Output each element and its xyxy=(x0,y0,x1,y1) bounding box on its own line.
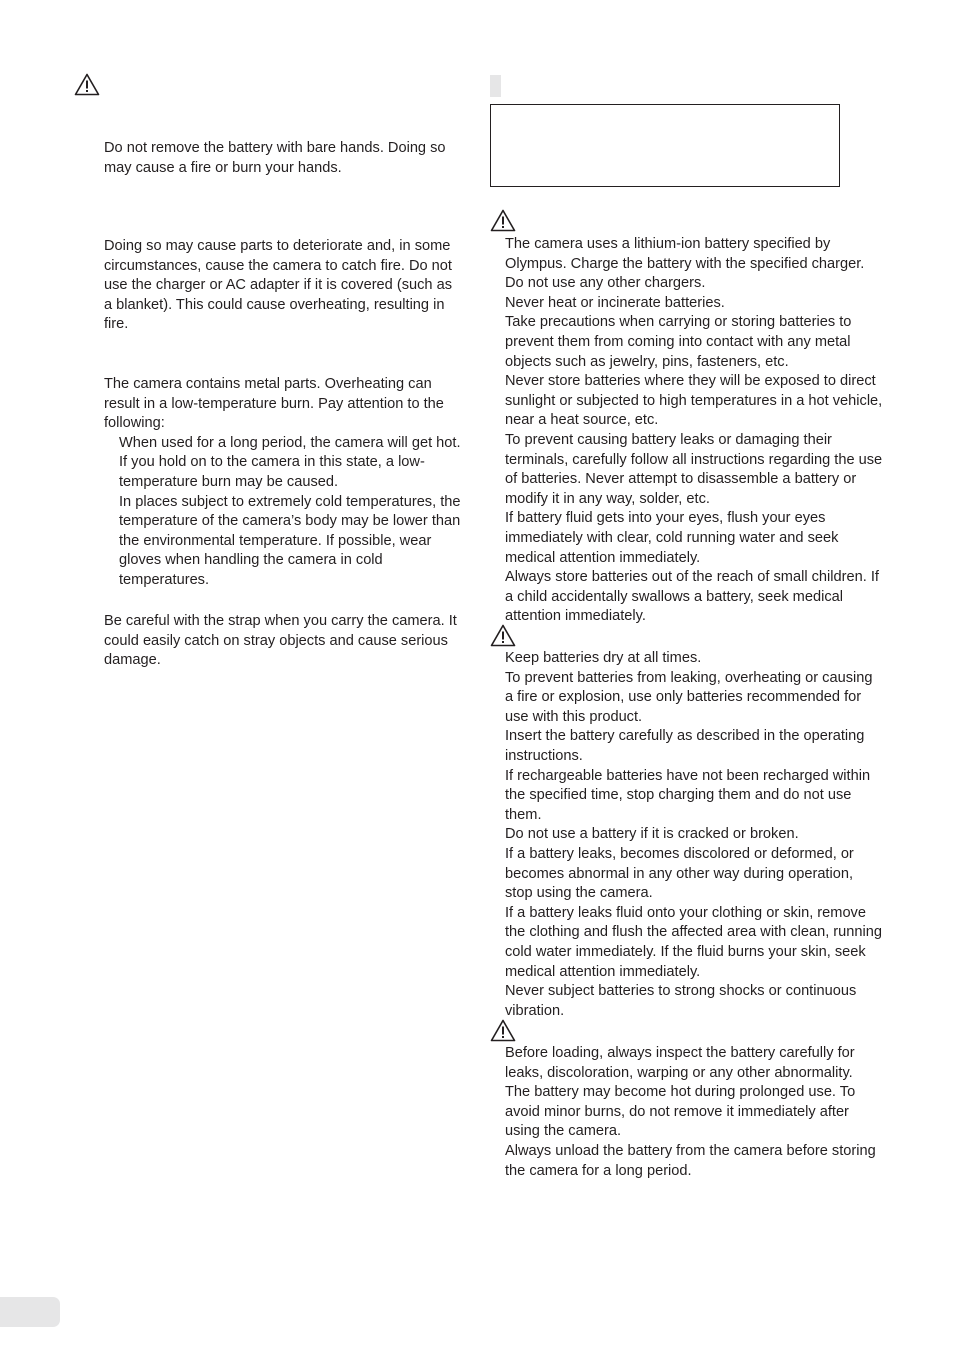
boxed-note-frame xyxy=(490,104,840,187)
warning-triangle-icon xyxy=(490,624,516,647)
list-item: Do not use a battery if it is cracked or broken. xyxy=(505,826,799,843)
danger-list xyxy=(505,235,883,627)
list-item: To prevent batteries from leaking, overheating or causing a fire or explosion, use only batteries recommended for use with this product. xyxy=(505,669,873,725)
page-number-tab xyxy=(0,1297,60,1327)
section-header-tab xyxy=(490,75,501,97)
warning-triangle-icon xyxy=(74,73,100,96)
left-section-battery-handling xyxy=(104,139,464,178)
list-item: The camera uses a lithium-ion battery specified by Olympus. Charge the battery with the specified charger. Do not use any other chargers. xyxy=(505,236,865,292)
list-item: Take precautions when carrying or storing batteries to prevent them from coming into contact with any metal objects such as jewelry, pins, fasteners, etc. xyxy=(505,314,852,370)
list-item: If a battery leaks fluid onto your clothing or skin, remove the clothing and flush the affected area with clean, running cold water immediately. If the fluid burns your skin, seek medical attention immediately. xyxy=(505,904,882,980)
left-section-charger-covering xyxy=(104,237,464,335)
list-item: In places subject to extremely cold temperatures, the temperature of the camera’s body may be lower than the environmental temperature. If possible, wear gloves when handling the camera in cold temperatures. xyxy=(119,493,461,588)
caution-list xyxy=(505,1044,883,1181)
paragraph: Doing so may cause parts to deteriorate and, in some circumstances, cause the camera to catch fire. Do not use the charger or AC adapter if it is covered (such as a blanket). This could cause overheating, resulting in fire. xyxy=(104,238,452,333)
list-item: If a battery leaks, becomes discolored or deformed, or becomes abnormal in any other way during operation, stop using the camera. xyxy=(505,845,854,902)
bullet-list xyxy=(104,434,464,591)
list-item: Keep batteries dry at all times. xyxy=(505,650,702,666)
paragraph: Do not remove the battery with bare hands. Doing so may cause a fire or burn your hands. xyxy=(104,140,446,176)
list-item: If rechargeable batteries have not been recharged within the specified time, stop charging them and do not use them. xyxy=(505,767,871,823)
list-item: Never store batteries where they will be exposed to direct sunlight or subjected to high temperatures in a hot vehicle, near a heat source, etc. xyxy=(505,373,883,429)
list-item: To prevent causing battery leaks or damaging their terminals, carefully follow all instructions regarding the use of batteries. Never attempt to disassemble a battery or modify it in any way, solder, etc. xyxy=(505,431,883,507)
warning-list xyxy=(505,649,883,1021)
danger-triangle-icon xyxy=(490,209,516,232)
list-item: Never subject batteries to strong shocks or continuous vibration. xyxy=(505,983,857,1019)
list-item: Never heat or incinerate batteries. xyxy=(505,294,725,311)
paragraph: Be careful with the strap when you carry the camera. It could easily catch on stray objects and cause serious damage. xyxy=(104,613,457,669)
list-item: Always unload the battery from the camera before storing the camera for a long period. xyxy=(505,1142,876,1179)
list-item: The battery may become hot during prolonged use. To avoid minor burns, do not remove it immediately after using the camera. xyxy=(505,1084,856,1140)
left-section-low-temperature-burn xyxy=(104,375,464,591)
paragraph: The camera contains metal parts. Overheating can result in a low-temperature burn. Pay attention to the following: xyxy=(104,376,444,432)
list-item: Insert the battery carefully as described in the operating instructions. xyxy=(505,728,865,764)
list-item: Always store batteries out of the reach of small children. If a child accidentally swallows a battery, seek medical attention immediately. xyxy=(505,569,879,625)
caution-triangle-icon xyxy=(490,1019,516,1042)
list-item: When used for a long period, the camera will get hot. If you hold on to the camera in this state, a low-temperature burn may be caused. xyxy=(119,434,461,490)
list-item: If battery fluid gets into your eyes, flush your eyes immediately with clear, cold running water and seek medical attention immediately. xyxy=(505,510,839,566)
left-section-strap xyxy=(104,612,464,671)
list-item: Before loading, always inspect the battery carefully for leaks, discoloration, warping or any other abnormality. xyxy=(505,1045,855,1081)
